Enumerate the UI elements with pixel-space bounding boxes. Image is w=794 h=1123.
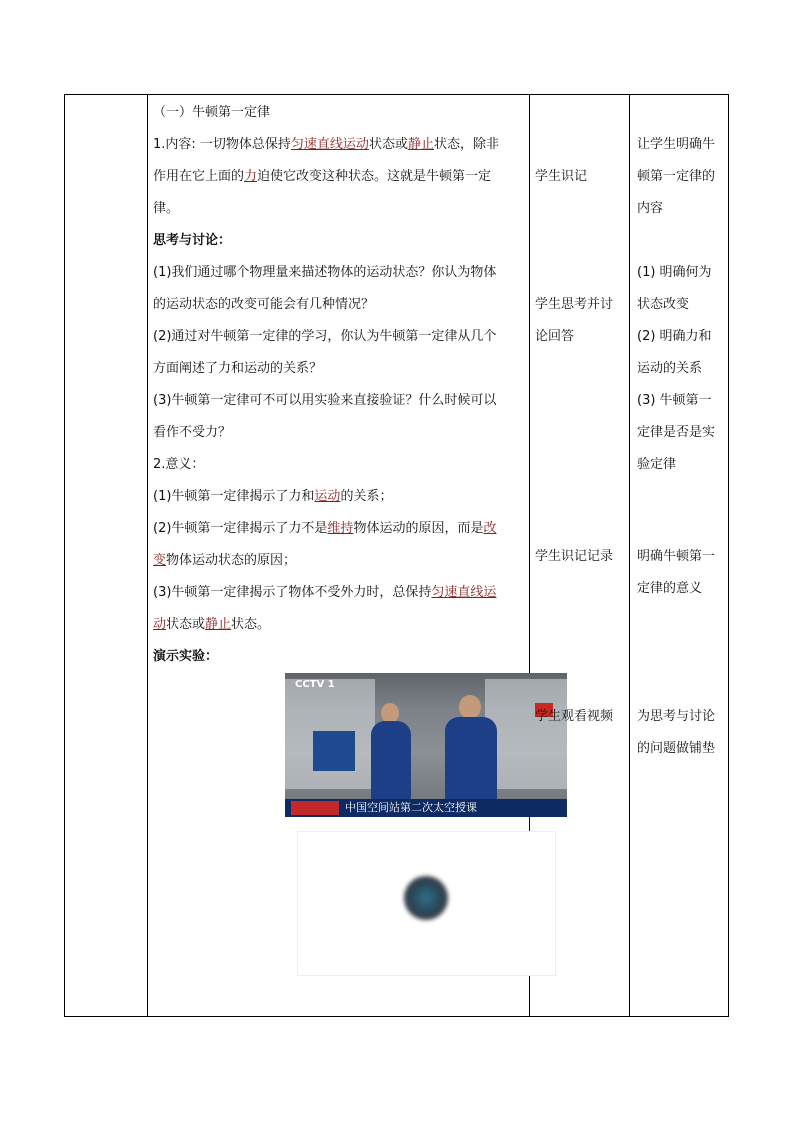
lesson-table <box>64 94 729 1017</box>
intent-1c: 内容 <box>637 201 664 216</box>
question-1-line-1: (1)我们通过哪个物理量来描述物体的运动状态？你认为物体 <box>153 265 497 280</box>
definition-line-1: 1.内容: 一切物体总保持匀速直线运动状态或静止状态，除非 <box>153 137 499 152</box>
demo-heading: 演示实验： <box>153 649 219 664</box>
astronaut <box>445 717 497 803</box>
meaning-heading: 2.意义： <box>153 457 205 472</box>
question-1-line-2: 的运动状态的改变可能会有几种情况？ <box>153 297 375 312</box>
think-heading: 思考与讨论： <box>153 233 232 248</box>
meaning-2-line-1: (2)牛顿第一定律揭示了力不是维持物体运动的原因，而是改 <box>153 521 497 536</box>
section-title: （一）牛顿第一定律 <box>153 105 271 120</box>
intent-2d: 运动的关系 <box>637 361 703 376</box>
intent-2b: 状态改变 <box>637 297 690 312</box>
intent-2c: (2) 明确力和 <box>637 329 712 344</box>
intent-4b: 的问题做铺垫 <box>637 741 716 756</box>
meaning-1: (1)牛顿第一定律揭示了力和运动的关系； <box>153 489 393 504</box>
intent-2f: 定律是否是实 <box>637 425 716 440</box>
definition-line-3: 律。 <box>153 201 180 216</box>
student-activity-3: 学生识记记录 <box>535 549 614 564</box>
student-activity-2a: 学生思考并讨 <box>535 297 614 312</box>
question-3-line-1: (3)牛顿第一定律可不可以用实验来直接验证？什么时候可以 <box>153 393 497 408</box>
channel-logo: CCTV 1 <box>295 679 335 690</box>
question-2-line-2: 方面阐述了力和运动的关系？ <box>153 361 323 376</box>
caption-tag <box>291 801 339 815</box>
definition-line-2: 作用在它上面的力迫使它改变这种状态。这就是牛顿第一定 <box>153 169 492 184</box>
student-activity-1: 学生识记 <box>535 169 588 184</box>
question-3-line-2: 看作不受力？ <box>153 425 232 440</box>
video-player[interactable] <box>297 831 556 976</box>
intent-4a: 为思考与讨论 <box>637 709 716 724</box>
intent-2a: (1) 明确何为 <box>637 265 712 280</box>
student-activity-2b: 论回答 <box>535 329 575 344</box>
question-2-line-1: (2)通过对牛顿第一定律的学习，你认为牛顿第一定律从几个 <box>153 329 497 344</box>
intent-2g: 验定律 <box>637 457 677 472</box>
intent-3b: 定律的意义 <box>637 581 703 596</box>
intent-1a: 让学生明确牛 <box>637 137 716 152</box>
astronaut <box>371 721 411 801</box>
space-station-photo <box>285 673 567 817</box>
screen-panel <box>313 731 355 771</box>
column-divider <box>147 95 148 1016</box>
meaning-2-line-2: 变物体运动状态的原因； <box>153 553 297 568</box>
column-divider <box>629 95 630 1016</box>
student-activity-4: 学生观看视频 <box>535 709 614 724</box>
loading-icon <box>404 876 448 920</box>
intent-2e: (3) 牛顿第一 <box>637 393 712 408</box>
meaning-3-line-1: (3)牛顿第一定律揭示了物体不受外力时，总保持匀速直线运 <box>153 585 497 600</box>
meaning-3-line-2: 动状态或静止状态。 <box>153 617 271 632</box>
intent-1b: 顿第一定律的 <box>637 169 716 184</box>
intent-3a: 明确牛顿第一 <box>637 549 716 564</box>
photo-caption: 中国空间站第二次太空授课 <box>345 801 477 814</box>
